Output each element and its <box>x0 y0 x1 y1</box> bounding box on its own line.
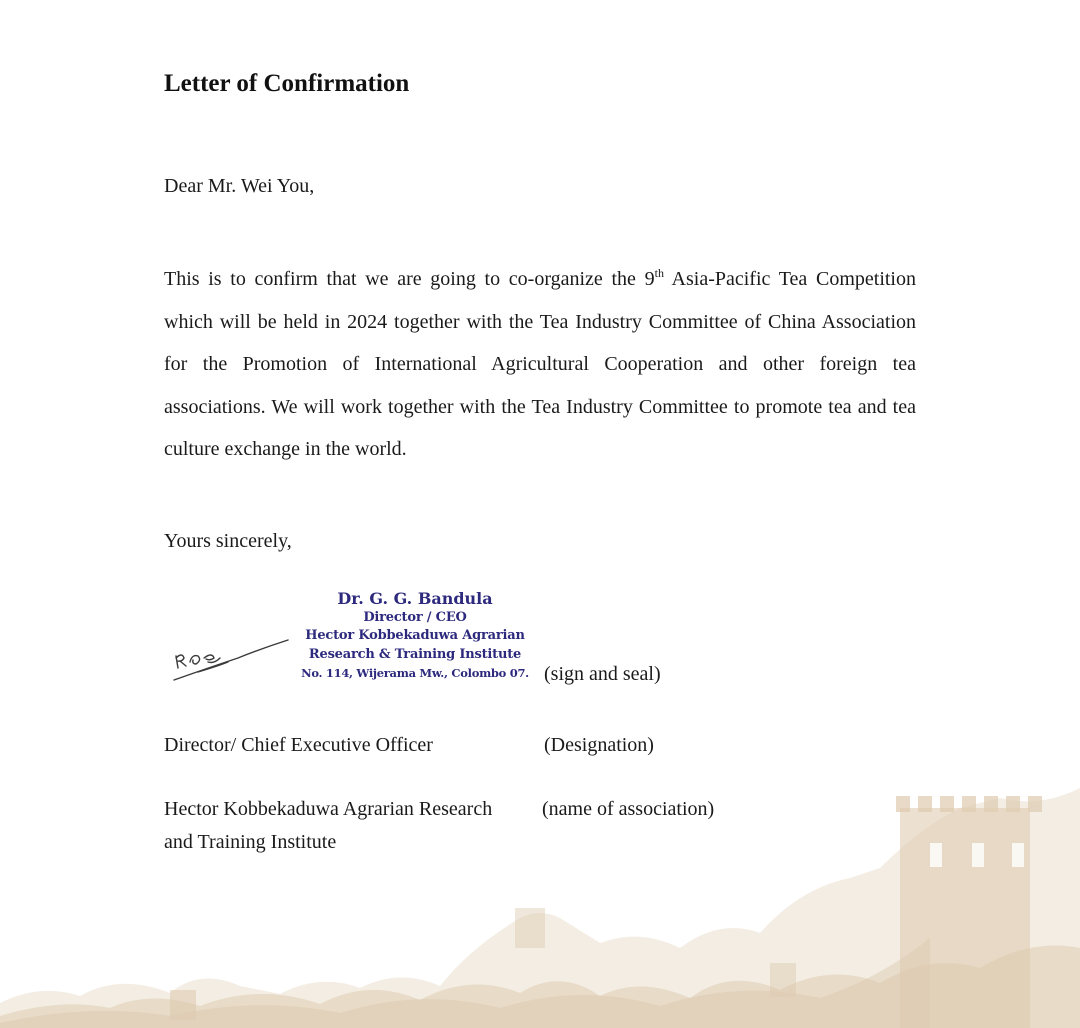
letter-body <box>164 258 916 471</box>
official-seal <box>297 590 533 683</box>
body-part-2: Asia-Pacific Tea Competition which will be held in 2024 together with the Tea Industry Committee of China Association for the Promotion of International Agricultural Cooperation and other foreign tea associations. We will work together with the Tea Industry Committee to promote tea and tea culture exchange in the world. <box>164 268 916 460</box>
seal-name: Dr. G. G. Bandula <box>337 589 493 608</box>
ordinal-superscript: th <box>654 266 664 280</box>
association-value-line-1: Hector Kobbekaduwa Agrarian Research <box>164 798 493 820</box>
great-wall-watermark <box>0 768 1080 1028</box>
seal-org-line-2: Research & Training Institute <box>308 646 522 662</box>
handwritten-signature <box>168 628 292 686</box>
association-hint: (name of association) <box>542 798 715 820</box>
association-value-line-2: and Training Institute <box>164 831 337 853</box>
seal-title: Director / CEO <box>363 609 467 625</box>
sign-and-seal-hint: (sign and seal) <box>544 663 661 685</box>
designation-value: Director/ Chief Executive Officer <box>164 734 433 756</box>
letter-title: Letter of Confirmation <box>164 70 410 97</box>
seal-address: No. 114, Wijerama Mw., Colombo 07. <box>301 666 529 680</box>
designation-hint: (Designation) <box>544 734 654 756</box>
body-part-1: This is to confirm that we are going to co-organize the 9 <box>164 268 655 290</box>
closing: Yours sincerely, <box>164 530 292 552</box>
seal-org-line-1: Hector Kobbekaduwa Agrarian <box>305 628 525 643</box>
salutation: Dear Mr. Wei You, <box>164 175 315 197</box>
